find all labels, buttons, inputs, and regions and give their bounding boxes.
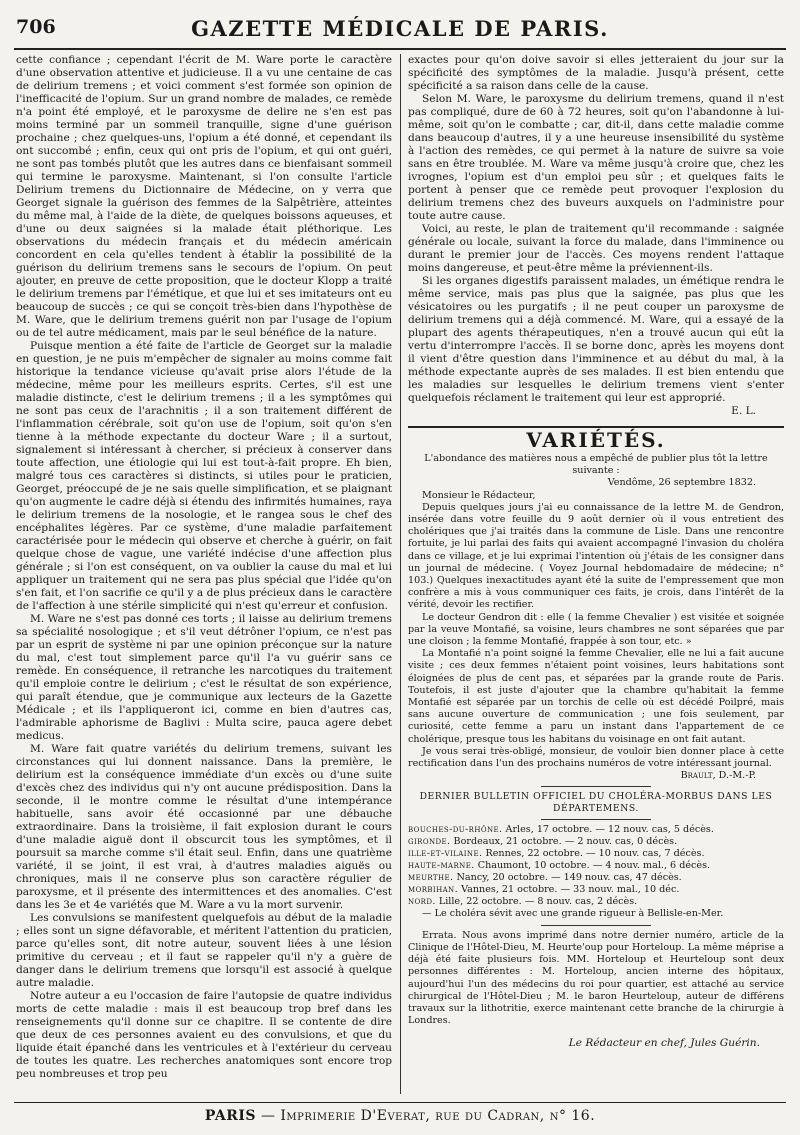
bulletin-rule-2: [541, 819, 651, 820]
right-paragraph-3: Voici, au reste, le plan de traitement qu'il recommande : saignée générale ou locale, suivant la force du malade, dans l'imminence ou durant le premier jour de l'accès. Ces moyens rendent l'attaque moins dangereuse, et peut-être même la préviennent-ils.: [408, 223, 784, 274]
letter-paragraph-3: La Montafié n'a point soigné la femme Chevalier, elle ne lui a fait aucune visite ; ces deux femmes n'étaient point voisines, leurs habitations sont éloignées de plus de cent pas, et séparées par la grande route de Paris. Toutefois, il est juste d'ajouter que la chambre qu'habitait la femme Montafié est séparée par un torchis de celle où est décédé Poilpré, mais sans aucune ouverture de communication ; une fois seulement, par curiosité, cette femme a paru un instant dans l'appartement de ce cholérique, presque tous les habitans du voisinage en ont fait autant.: [408, 648, 784, 745]
bulletin-title: DERNIER BULLETIN OFFICIEL DU CHOLÉRA-MORBUS DANS LES DÉPARTEMENS.: [419, 791, 773, 815]
footer-printer: — Imprimerie D'Everat, rue du Cadran, n° 16.: [256, 1108, 596, 1124]
editor-in-chief: Le Rédacteur en chef, Jules Guérin.: [568, 1037, 760, 1050]
bulletin-entry: [408, 896, 784, 908]
bulletin-list: [408, 824, 784, 908]
left-paragraph-6: Notre auteur a eu l'occasion de faire l'autopsie de quatre individus morts de cette maladie : mais il est beaucoup trop bref dans les renseignements qu'il donne sur ce chapitre. Il se contente de dire que deux de ces personnes avaient eu des convulsions, et que du liquide était épanché dans les ventricules et à l'extérieur du cerveau de toutes les quatre. Les recherches anatomiques sont encore trop peu nombreuses et trop peu: [16, 990, 392, 1080]
article-signature: E. L.: [731, 405, 756, 417]
page-number: 706: [16, 16, 56, 38]
bulletin-department: meurthe.: [408, 872, 454, 884]
bulletin-entry: [408, 872, 784, 884]
varietes-intro: L'abondance des matières nous a empêché de publier plus tôt la lettre suivante :: [424, 453, 768, 477]
bulletin-entry: [408, 884, 784, 896]
errata-rule: [541, 925, 651, 926]
bulletin-department: nord.: [408, 896, 436, 908]
right-column: [408, 54, 784, 1094]
bulletin-figures: Lille, 22 octobre. — 8 nouv. cas, 2 décès.: [438, 896, 638, 908]
bulletin-figures: Nancy, 20 octobre. — 149 nouv. cas, 47 décès.: [456, 872, 682, 884]
bulletin-department: haute-marne.: [408, 860, 475, 872]
bulletin-entry: [408, 824, 784, 836]
bulletin-figures: Rennes, 22 octobre. — 10 nouv. cas, 7 décès.: [485, 848, 705, 860]
letter-paragraph-1: Depuis quelques jours j'ai eu connaissance de la lettre M. de Gendron, insérée dans votre feuille du 9 août dernier où il vous entretient des cholériques que j'ai traités dans la commune de Lisle. Dans une rencontre fortuite, je lui parlai des faits qui avaient accompagné l'invasion du choléra dans ce village, et je lui exprimai l'intention où j'étais de les consigner dans un journal de médecine. ( Voyez Journal hebdomadaire de médecine; n° 103.) Quelques inexactitudes ayant été la suite de l'empressement que mon confrère a mis à vous communiquer ces faits, je crois, dans l'intérêt de la vérité, devoir les rectifier.: [408, 501, 784, 611]
letter-paragraph-4: Je vous serai très-obligé, monsieur, de vouloir bien donner place à cette rectification dans l'un des prochains numéros de votre intéressant journal.: [408, 745, 784, 770]
column-divider: [400, 54, 401, 1094]
left-paragraph-5: Les convulsions se manifestent quelquefois au début de la maladie ; elles sont un signe défavorable, et méritent l'attention du praticien, parce qu'elles sont, dit notre auteur, souvent liées à une lésion primitive du cerveau ; et il faut se rappeler qu'il n'y a guère de danger dans le delirium tremens que lorsqu'il est associé à quelque autre maladie.: [16, 912, 392, 989]
left-paragraph-4: M. Ware fait quatre variétés du delirium tremens, suivant les circonstances qui lui donnent naissance. Dans la première, le delirium est la conséquence immédiate d'un excès ou d'une suite d'excès chez des individus qui n'y ont aucune prédisposition. Dans la seconde, il le montre comme le résultat d'une intempérance habituelle, sans avoir été occasionné par une débauche extraordinaire. Dans la troisième, il fait explosion durant le cours d'une maladie aiguë dont il obscurcit tous les symptômes, et il poursuit sa marche comme s'il était seul. Enfin, dans une quatrième variété, il se joint, il est vrai, à d'autres maladies aiguës ou chroniques, mais il ne conserve plus son caractère régulier de paroxysme, et il présente des intermittences et des anomalies. C'est dans les 3e et 4e variétés que M. Ware a vu la mort survenir.: [16, 743, 392, 911]
footer-city: PARIS: [204, 1108, 256, 1124]
right-paragraph-2: Selon M. Ware, le paroxysme du delirium tremens, quand il n'est pas compliqué, dure de 60 à 72 heures, soit qu'on l'abandonne à lui-même, soit qu'on le combatte ; car, dit-il, dans cette maladie comme dans beaucoup d'autres, il y a une heureuse insensibilité du système à l'action des remèdes, ce qui permet à la nature de suivre sa voie sans en être troublée. M. Ware va même jusqu'à croire que, chez les ivrognes, l'opium est d'un emploi peu sûr ; et quelques faits le portent à penser que ce remède peut provoquer l'explosion du delirium tremens chez des buveurs auxquels on l'administre pour toute autre cause.: [408, 93, 784, 222]
bulletin-department: morbihan.: [408, 884, 459, 896]
letter-paragraph-2: Le docteur Gendron dit : elle ( la femme Chevalier ) est visitée et soignée par la veuve Montafié, sa voisine, leurs chambres ne sont séparées que par une cloison ; la femme Montafié, frappée à son tour, etc. »: [408, 611, 784, 648]
errata-text: Errata. Nous avons imprimé dans notre dernier numéro, article de la Clinique de l'Hôtel-Dieu, M. Heurte'oup pour Horteloup. La même méprise a déjà été faite plusieurs fois. MM. Horteloup et Heurteloup sont deux personnes différentes : M. Horteloup, ancien interne des hôpitaux, aujourd'hui l'un des médecins du roi pour quartier, est attaché au service chirurgical de l'Hôtel-Dieu ; M. le baron Heurteloup, auteur de différens travaux sur la lithotritie, exerce maintenant cette branche de la chirurgie à Londres.: [408, 929, 784, 1027]
left-paragraph-2: Puisque mention a été faite de l'article de Georget sur la maladie en question, je ne puis m'empêcher de signaler au moins comme fait historique la tendance vicieuse qu'avait prise alors l'étude de la médecine, même pour les meilleurs esprits. Certes, s'il est une maladie distincte, c'est le delirium tremens ; il a les symptômes qui ne sont pas ceux de l'arachnitis ; il a son traitement différent de l'inflammation cérébrale, soit qu'on use de l'opium, soit qu'on s'en tienne à la méthode expectante du docteur Ware ; il a surtout, signalement si intéressant à chercher, si précieux à conserver dans toute affection, une étiologie qui lui est tout-à-fait propre. Eh bien, malgré tous ces caractères si distincts, si utiles pour le praticien, Georget, préoccupé de je ne sais quelle simplification, et se plaignant qu'on augmente le cadre déjà si étendu des infirmités humaines, raya le delirium tremens de la nosologie, et le rangea sous le chef des encéphalites légères. Par ce système, d'une maladie parfaitement caractérisée pour le médecin qui observe et cherche à guérir, on fait quelque chose de vague, une variété indécise d'une affection plus générale ; si l'on est conséquent, on va oublier la cause du mal et lui appliquer un traitement qui ne sera pas plus spécial que l'idée qu'on s'en fait, et l'on sacrifie ce qu'il y a de plus précieux dans le caractère de l'affection à une stérile simplicité qui n'est qu'erreur et confusion.: [16, 340, 392, 612]
bulletin-department: bouches-du-rhône.: [408, 824, 503, 836]
right-paragraph-1: exactes pour qu'on doive savoir si elles jetteraient du jour sur la spécificité des symptômes de la maladie. Jusqu'à présent, cette spécificité a sa raison dans celle de la cause.: [408, 54, 784, 92]
left-paragraph-1: cette confiance ; cependant l'écrit de M. Ware porte le caractère d'une observation attentive et judicieuse. Il a vu une centaine de cas de delirium tremens ; et voici comment s'est formée son opinion de l'inefficacité de l'opium. Sur un grand nombre de malades, ce remède n'a point été employé, et le paroxysme de delire ne s'en est pas moins terminé par un sommeil tranquille, signe d'une guérison prochaine ; chez quelques-uns, l'opium a été donné, et cependant ils ont succombé ; enfin, ceux qui ont pris de l'opium, et qui ont guéri, ne sont pas tombés plutôt que les autres dans ce bienfaisant sommeil qui termine le paroxysme. Maintenant, si l'on consulte l'article Delirium tremens du Dictionnaire de Médecine, on y verra que Georget signale la guérison des femmes de la Salpêtrière, atteintes du même mal, à l'aide de la diète, de quelques boissons aqueuses, et d'une ou deux saignées si la malade était pléthorique. Les observations du médecin français et du médecin américain concordent en cela qu'elles tendent à établir la possibilité de la guérison du delirium tremens sans le secours de l'opium. On peut ajouter, en preuve de cette proposition, que le docteur Klopp a traité le delirium tremens par l'émétique, et que lui et ses imitateurs ont eu beaucoup de succès ; ce qui se conçoit très-bien dans l'hypothèse de M. Ware, que le delirium tremens guérit non par l'usage de l'opium ou de tel autre médicament, mais par le seul bénéfice de la nature.: [16, 54, 392, 339]
footer-rule: [14, 1102, 786, 1103]
bulletin-department: gironde.: [408, 836, 451, 848]
bulletin-figures: Vannes, 21 octobre. — 33 nouv. mal., 10 déc.: [461, 884, 680, 896]
bulletin-department: ille-et-vilaine.: [408, 848, 483, 860]
bulletin-figures: Bordeaux, 21 octobre. — 2 nouv. cas, 0 décès.: [453, 836, 678, 848]
bulletin-figures: Arles, 17 octobre. — 12 nouv. cas, 5 décès.: [505, 824, 714, 836]
bulletin-rule: [541, 786, 651, 787]
right-paragraph-4: Si les organes digestifs paraissent malades, un émétique rendra le même service, mais pas plus que la saignée, pas plus que les vésicatoires ou les purgatifs ; il ne peut couper un paroxysme de delirium tremens qui a déjà commencé. M. Ware, qui a essayé de la plupart des agents thérapeutiques, n'en a trouvé aucun qui eût la vertu d'interrompre l'accès. Il se borne donc, après les moyens dont il vient d'être question dans l'imminence et au début du mal, à la méthode expectante auprès de ses malades. Il est bien entendu que les maladies sur lesquelles le delirium tremens vient s'enter quelquefois réclament le traitement qui leur est approprié.: [408, 275, 784, 404]
bulletin-note: — Le choléra sévit avec une grande rigueur à Bellisle-en-Mer.: [422, 908, 724, 920]
left-paragraph-3: M. Ware ne s'est pas donné ces torts ; il laisse au delirium tremens sa spécialité nosologique ; et s'il veut détrôner l'opium, ce n'est pas par un esprit de système ni par une opinion préconçue sur la nature du mal, c'est tout simplement parce qu'il l'a vu guérir sans ce remède. En conséquence, il retranche les narcotiques du traitement qu'il emploie contre le delirium ; c'est le résultat de son expérience, qui paraît étendue, que je communique aux lecteurs de la Gazette Médicale ; et ils l'appliqueront ici, comme en bien d'autres cas, l'admirable aphorisme de Baglivi : Multa scire, pauca agere debet medicus.: [16, 613, 392, 742]
letter-salutation: Monsieur le Rédacteur,: [422, 489, 536, 501]
letter-signature: Brault, D.-M.-P.: [680, 770, 756, 782]
page-header: [14, 12, 786, 50]
imprint-footer: [0, 1108, 800, 1124]
letter-dateline: Vendôme, 26 septembre 1832.: [607, 477, 756, 489]
bulletin-entry: [408, 860, 784, 872]
bulletin-entry: [408, 848, 784, 860]
bulletin-entry: [408, 836, 784, 848]
bulletin-figures: Chaumont, 10 octobre. — 4 nouv. mal., 6 décès.: [477, 860, 711, 872]
left-column: [16, 54, 392, 1094]
journal-title: GAZETTE MÉDICALE DE PARIS.: [191, 16, 609, 41]
varietes-heading: VARIÉTÉS.: [526, 428, 666, 452]
